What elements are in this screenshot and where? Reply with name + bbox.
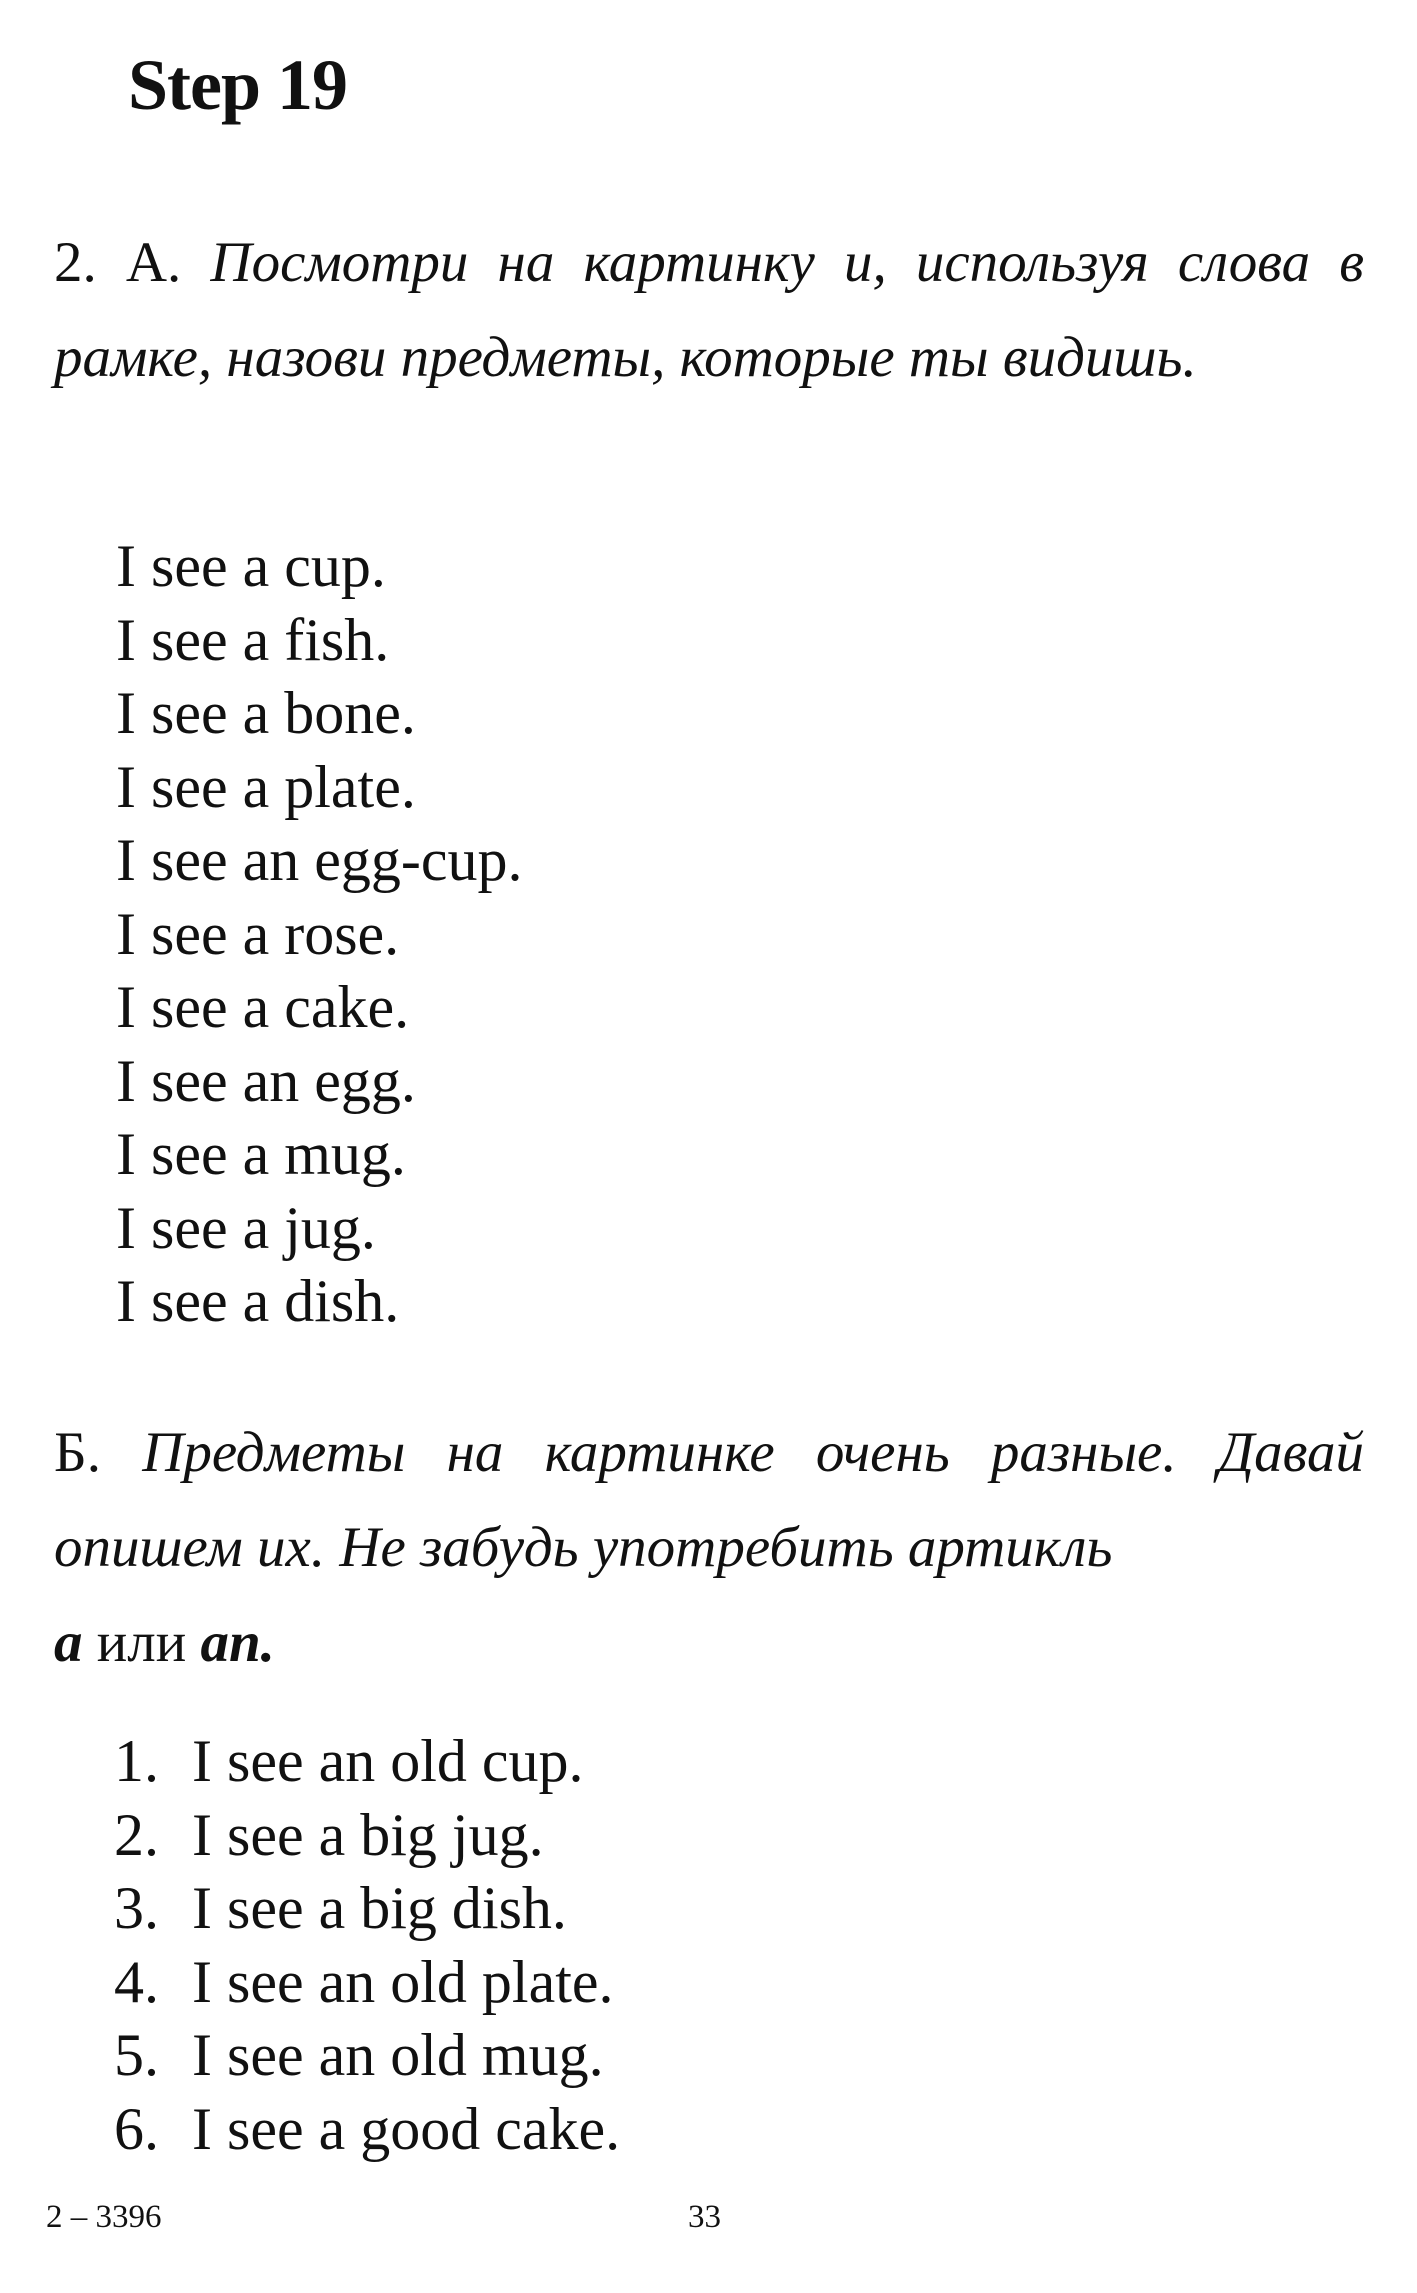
list-item — [114, 1872, 620, 1946]
list-item — [114, 1946, 620, 2020]
list-item: I see a fish. — [116, 606, 390, 673]
list-item: I see a plate. — [116, 753, 416, 820]
task-b-label: Б. — [54, 1421, 101, 1484]
page-number: 33 — [688, 2199, 721, 2235]
list-item — [114, 2093, 620, 2167]
step-title: Step 19 — [128, 45, 348, 125]
task-b-instruction-block — [54, 1405, 1364, 1690]
footer-print-code: 2 – 3396 — [46, 2199, 162, 2235]
item-number: 2. — [114, 1801, 159, 1868]
list-item: I see a dish. — [116, 1268, 400, 1334]
list-item: I see a rose. — [116, 900, 400, 967]
list-item: I see an egg. — [116, 1047, 416, 1114]
item-number: 5. — [114, 2022, 159, 2088]
item-text: I see a good cake. — [192, 2095, 621, 2162]
list-item: I see an egg-cup. — [116, 827, 523, 893]
article-an: an. — [200, 1611, 275, 1674]
list-item — [114, 1725, 620, 1799]
item-number: 4. — [114, 1948, 159, 2015]
item-text: I see an old plate. — [192, 1948, 614, 2015]
item-number: 6. — [114, 2095, 159, 2162]
list-item: I see a cake. — [116, 974, 410, 1040]
list-item: I see a bone. — [116, 680, 416, 746]
list-item — [114, 1799, 620, 1873]
task-a-sentence-list — [116, 530, 522, 1339]
list-item: I see a jug. — [116, 1194, 376, 1261]
list-item — [114, 2019, 620, 2093]
list-item: I see a mug. — [116, 1121, 406, 1187]
item-text: I see a big jug. — [192, 1801, 544, 1868]
task-a-label: 2. А. — [54, 231, 182, 294]
item-number: 1. — [114, 1728, 159, 1794]
item-number: 3. — [114, 1875, 159, 1941]
article-a: a — [54, 1611, 83, 1674]
or-word: или — [96, 1611, 187, 1674]
item-text: I see an old cup. — [192, 1728, 584, 1794]
task-b-numbered-list — [114, 1725, 620, 2166]
task-a-instruction: Посмотри на картинку и, используя слова в рамке, назови предметы, которые ты видишь. — [54, 231, 1364, 389]
item-text: I see an old mug. — [192, 2022, 604, 2088]
task-b-instruction: Предметы на картинке очень разные. Давай опишем их. Не забудь употребить артикль — [54, 1421, 1364, 1579]
list-item: I see a cup. — [116, 533, 386, 599]
task-a-instruction-block — [54, 215, 1364, 405]
item-text: I see a big dish. — [192, 1875, 567, 1941]
